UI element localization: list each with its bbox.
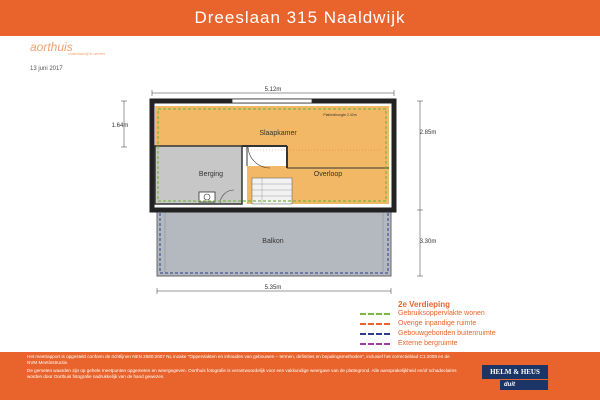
legend-title: 2e Verdieping <box>398 300 451 309</box>
legend-item <box>360 330 600 339</box>
label-bedroom: Slaapkamer <box>259 130 297 137</box>
label-landing: Overloop <box>313 171 343 178</box>
legend <box>360 300 600 349</box>
disclaimer <box>27 354 457 382</box>
brand-sub-logo: duit <box>500 380 548 390</box>
staircase <box>252 178 292 204</box>
dim-left-height: 1.64m <box>111 123 129 129</box>
ceiling-height-note: Plafondhoogte 2.42m <box>323 113 357 117</box>
legend-swatch-living <box>360 313 390 315</box>
dim-right-upper: 2.85m <box>419 130 437 136</box>
dim-right-lower: 3.30m <box>419 239 437 245</box>
legend-label: Gebruiksoppervlakte wonen <box>398 310 485 317</box>
disclaimer-text-1: Het meetrapport is opgesteld conform de richtlijnen NEN 2580:2007 NL inzake "Oppervlakten en inhouden van gebouwen – termen, definities en bepalingsmethoden", inclusief het correctieblad C1:2008 en de NVM Meetinstructie. <box>27 354 450 365</box>
report-date: 13 juni 2017 <box>30 66 63 72</box>
label-storage: Berging <box>198 171 224 178</box>
disclaimer-text-2: De gemeten waarden zijn op gehele meetpunten opgemeten en weergegeven. Oorthuis fotografie is verantwoordelijk voor een vakkundige weergave van de plattegrond. Alle aansprakelijkheid en/of schadeclaims worden door Oorthuis fotografie nadrukkelijk van de hand gewezen. <box>27 368 457 379</box>
bedroom-area <box>155 106 389 146</box>
legend-item <box>360 340 600 349</box>
legend-swatch-other <box>360 323 390 325</box>
page-title: Dreeslaan 315 Naaldwijk <box>194 8 406 27</box>
legend-swatch-outdoor <box>360 333 390 335</box>
logo-tagline: makelaardij & wonen <box>68 51 106 56</box>
footer-bar <box>0 352 600 400</box>
dim-bottom-width: 5.35m <box>264 285 282 291</box>
dim-top-width: 5.12m <box>264 87 282 93</box>
legend-label: Gebouwgebonden buitenruimte <box>398 330 496 337</box>
legend-swatch-storage <box>360 343 390 345</box>
legend-label: Externe bergruimte <box>398 340 458 347</box>
brand-logo: HELM & HEUS <box>482 365 548 379</box>
legend-item <box>360 320 600 329</box>
legend-label: Overige inpandige ruimte <box>398 320 477 327</box>
label-balcony: Balkon <box>262 238 284 245</box>
logo-name: aorthuis <box>30 40 73 54</box>
legend-item <box>360 310 600 319</box>
